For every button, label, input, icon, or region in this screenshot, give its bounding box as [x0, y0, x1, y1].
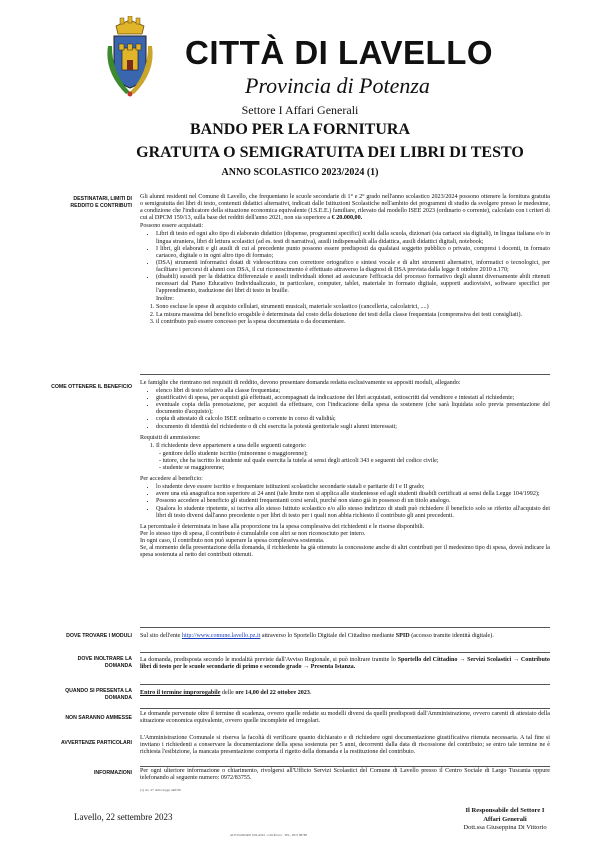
final-note-2: Per lo stesso tipo di spesa, il contributo è cumulabile con altri se non riconosciuto per intero. — [140, 530, 366, 537]
province-subtitle: Provincia di Potenza — [245, 73, 430, 98]
list-item: • copia di attestato di calcolo ISEE ordinario o corrente in corso di validità; — [156, 416, 550, 423]
list-item: 1. Sono escluse le spese di acquisto cellulari, strumenti musicali, materiale scolastico (cancelleria, calcolatrici, ....) — [156, 304, 550, 311]
section-label-come: COME OTTENERE IL BENEFICIO — [51, 384, 132, 390]
accedere-list — [140, 484, 550, 519]
list-item: - tutore, che ha iscritto lo studente sul quale esercita la tutela ai sensi degli articoli 343 e seguenti del codice civile; — [166, 458, 550, 465]
attachments-list — [140, 388, 550, 431]
deadline-mid: delle — [221, 690, 234, 696]
deadline-date: ore 14,00 del 22 ottobre 2023 — [235, 690, 310, 696]
categories-list — [140, 451, 550, 472]
issue-date: Lavello, 22 settembre 2023 — [74, 812, 173, 822]
non-ammesse-text: Le domande pervenute oltre il termine di scadenza, ovvero quelle redatte su modelli diversi da quelli predisposti dall'Amministrazione, ovvero carenti di attestato della situazione economica equivalente, ovvero quelle incomplete ed irregolari. — [140, 711, 550, 725]
section-label-dove-trovare: DOVE TROVARE I MODULI — [66, 633, 132, 639]
income-limit: € 20.000,00. — [331, 215, 363, 222]
informazioni-text: Per ogni ulteriore informazione o chiarimento, rivolgersi all'Ufficio Servizi Scolastici del Comune di Lavello presso il Centro Sociale di Largo Tuscania oppure telefonando al seguente numero: 0972/83755. — [140, 768, 550, 782]
department-name: Settore I Affari Generali — [241, 103, 359, 117]
dove-trovare-pre: Sul sito dell'ente — [140, 633, 181, 639]
inoltre-heading: Inoltre: — [156, 296, 174, 303]
signature-name: Dott.ssa Giuseppina Di Vittorio — [463, 824, 547, 831]
list-item: • Qualora lo studente ripetente, si iscriva allo stesso Istituto scolastico e/o allo stesso indirizzo di studi può richiedere il beneficio solo se riferito all'acquisto dei libri di testo diversi dall'anno precedente o per libri di testo per i quali non abbia richiesto il contributo gli anni precedenti. — [156, 506, 550, 520]
section-dove-trovare — [140, 633, 550, 641]
section-quando — [140, 690, 550, 698]
dove-inoltrare-pre: La domanda, predisposta secondo le modalità previste dall'Avviso Regionale, si può inoltrare tramite lo — [140, 657, 396, 663]
section-non-ammesse — [140, 711, 550, 726]
exclusions-list — [140, 304, 550, 325]
section-destinatari — [140, 194, 550, 327]
section-label-non-ammesse: NON SARANNO AMMESSE — [65, 715, 132, 721]
list-item: • I libri, gli elaborati e gli ausili di cui al precedente punto possono essere predisposti da qualsiasi soggetto pubblico o privato, compresi i docenti, in formato cartaceo, digitale o in ogni altro tipo di formato; — [156, 246, 550, 260]
list-item: • avere una età anagrafica non superiore ai 24 anni (tale limite non si applica alle studentesse ed agli studenti disabili certificati ai sensi della Legge 104/1992); — [156, 491, 550, 498]
list-item: - genitore dello studente iscritto (minorenne o maggiorenne); — [166, 451, 550, 458]
notice-title-line1: BANDO PER LA FORNITURA — [189, 121, 410, 138]
come-intro: Le famiglie che rientrano nei requisiti di reddito, devono presentare domanda redatta esclusivamente su appositi moduli, allegando: — [140, 380, 461, 386]
destinatari-purchasable-heading: Possono essere acquistati: — [140, 223, 204, 230]
section-avvertenze — [140, 735, 550, 757]
final-note-1: La percentuale è determinata in base alla proporzione tra la spesa complessiva dei richiedenti e le risorse disponibili. — [140, 523, 425, 530]
list-item: • (DSA) strumenti informatici dotati di videoscrittura con correttore ortografico e sintesi vocale e di altri strumenti alternativi, informatici o tecnologici, per facilitare i percorsi di alunni con DSA, il cui riconoscimento è effettuato attraverso la diagnosi di DSA prevista dalla legge 8 ottobre 2010 n.170; — [156, 260, 550, 274]
list-item: • (disabili) sussidi per la didattica differenziale e ausili individuali idonei ad assicurare l'efficacia del processo formativo degli alunni diversamente abili ritenuti necessari dal Piano Educativo Individualizzato, in particolare, computer, tablet, materiale in formato digitale, supporti audiovisivi, software specifici per l'apprendimento, traduzione dei libri di testo in braille. — [156, 274, 550, 295]
section-label-avvertenze: AVVERTENZE PARTICOLARI — [61, 740, 132, 746]
list-item: • Libri di testo ed ogni alto tipo di elaborato didattico (dispense, programmi specifici) scelti dalla scuola, dizionari (sia cartacei sia digitali), in lingua italiana e/o in lingua straniera, libri di lettura scolastici (ad es. testi di narrativa), ausili indispensabili alla didattica, ausili didattici digitali, notebook; — [156, 231, 550, 245]
divider — [140, 766, 550, 767]
divider — [140, 652, 550, 653]
divider — [140, 708, 550, 709]
list-item: • documento di identità del richiedente o di chi esercita la potestà genitoriale sugli alunni interessati; — [156, 424, 550, 431]
section-label-quando: QUANDO SI PRESENTA LA DOMANDA — [65, 688, 132, 701]
printer-footer: ALESSANDRO SOLANO - LAVELLO - TEL. 0972 88788 — [230, 833, 307, 837]
coat-of-arms-icon — [102, 16, 158, 100]
accedere-heading: Per accedere al beneficio: — [140, 476, 203, 483]
section-come-ottenere — [140, 380, 550, 559]
website-link[interactable]: http://www.comune.lavello.pz.it — [181, 633, 261, 639]
list-item: • lo studente deve essere iscritto e frequentare istituzioni scolastiche secondarie statali e paritarie di I e II grado; — [156, 484, 550, 491]
list-item: - studente se maggiorenne; — [166, 465, 550, 472]
section-label-informazioni: INFORMAZIONI — [93, 770, 132, 776]
purchasable-list — [140, 231, 550, 295]
list-item: • eventuale copia della prenotazione, per acquisti da effettuare, con l'indicazione della spesa da sostenere (che sarà liquidata solo previa presentazione del documento d'acquisto); — [156, 402, 550, 416]
list-item: • elenco libri di testo relativo alla classe frequentata; — [156, 388, 550, 395]
signature-department: Affari Generali — [483, 815, 527, 823]
signature-block — [440, 807, 570, 833]
city-title: CITTÀ DI LAVELLO — [185, 34, 494, 71]
destinatari-intro: Gli alunni residenti nel Comune di Lavello, che frequentano le scuole secondarie di 1° e 2° grado nell'anno scolastico 2023/2024 possono ottenere la fornitura gratuita o semigratuita dei libri di testo, contenuti didattici alternativi, indicati dalle Istituzioni Scolastiche nell'ambito dei programmi di studio da svolgere presso le medesime, a condizione che l'indicatore della situazione economica equivalente (I.S.E.E.) familiare, rilevato dal modello ISEE 2023 (ordinario o corrente), calcolato con i criteri di cui al DPCM 159/13, sulla base dei redditi dell'anno 2021, non sia superiore a — [140, 194, 550, 222]
section-label-destinatari: DESTINATARI, LIMITI DI REDDITO E CONTRIBUTI — [70, 196, 132, 209]
deadline-label: Entro il termine improrogabile — [140, 690, 221, 696]
section-dove-inoltrare — [140, 657, 550, 672]
section-informazioni — [140, 768, 550, 783]
list-item: 3. il contributo può essere concesso per la spesa documentata o da documentare. — [156, 319, 550, 326]
submission-path: Sportello del Cittadino → Servizi Scolastici → Contributo libri di testo per le scuole secondarie di primo e secondo grado → Presenta Istanza. — [140, 657, 550, 671]
list-item: 1. Il richiedente deve appartenere a una delle seguenti categorie: — [156, 443, 550, 450]
final-note-3: In ogni caso, il contributo non può superare la spesa complessiva sostenuta. — [140, 537, 325, 544]
avvertenze-text: L'Amministrazione Comunale si riserva la facoltà di verificare quanto dichiarato e di richiedere ogni documentazione giustificativa ritenuta necessaria. A tal fine si invitano i richiedenti a conservare la documentazione della spesa sostenuta per 5 anni, decorrenti dalla data di riscossione del contributo; se entro tale termine ne è richiesta l'esibizione, la mancata presentazione comporta il rigetto della domanda e la restituzione del contributo. — [140, 735, 550, 756]
list-item: • Possono accedere al beneficio gli studenti frequentanti corsi serali, purché non siano già in possesso di un titolo analogo. — [156, 498, 550, 505]
footnote: (1) art. 27 della legge 448/98 — [140, 788, 181, 792]
list-item: 2. La misura massima del beneficio erogabile è determinata dal costo della dotazione dei testi della classe frequentata (comprensiva dei testi consigliati). — [156, 312, 550, 319]
requisiti-list — [140, 443, 550, 450]
dove-trovare-tail: (accesso tramite identità digitale). — [411, 633, 494, 639]
section-label-dove-inoltrare: DOVE INOLTRARE LA DOMANDA — [77, 656, 132, 669]
notice-title-line2: GRATUITA O SEMIGRATUITA DEI LIBRI DI TESTO — [136, 144, 524, 161]
divider — [140, 684, 550, 685]
signature-role: Il Responsabile del Settore I — [465, 807, 545, 814]
spid-label: SPID — [395, 633, 410, 639]
school-year: ANNO SCOLASTICO 2023/2024 (1) — [221, 167, 379, 178]
list-item: • giustificativi di spesa, per acquisti già effettuati, accompagnati da indicazione dei libri acquistati, sottoscritti dal venditore e intestati al richiedente; — [156, 395, 550, 402]
divider — [140, 374, 550, 375]
requisiti-heading: Requisiti di ammissione: — [140, 434, 201, 441]
deadline-end: . — [309, 690, 312, 696]
final-note-4: Se, al momento della presentazione della domanda, il richiedente ha già ottenuto la concessione anche di altri contributi per il medesimo tipo di spesa, dovrà indicare la spesa sostenuta al netto dei contributi ottenuti. — [140, 544, 550, 559]
dove-trovare-post: attraverso lo Sportello Digitale del Cittadino mediante — [261, 633, 395, 639]
divider — [140, 627, 550, 628]
